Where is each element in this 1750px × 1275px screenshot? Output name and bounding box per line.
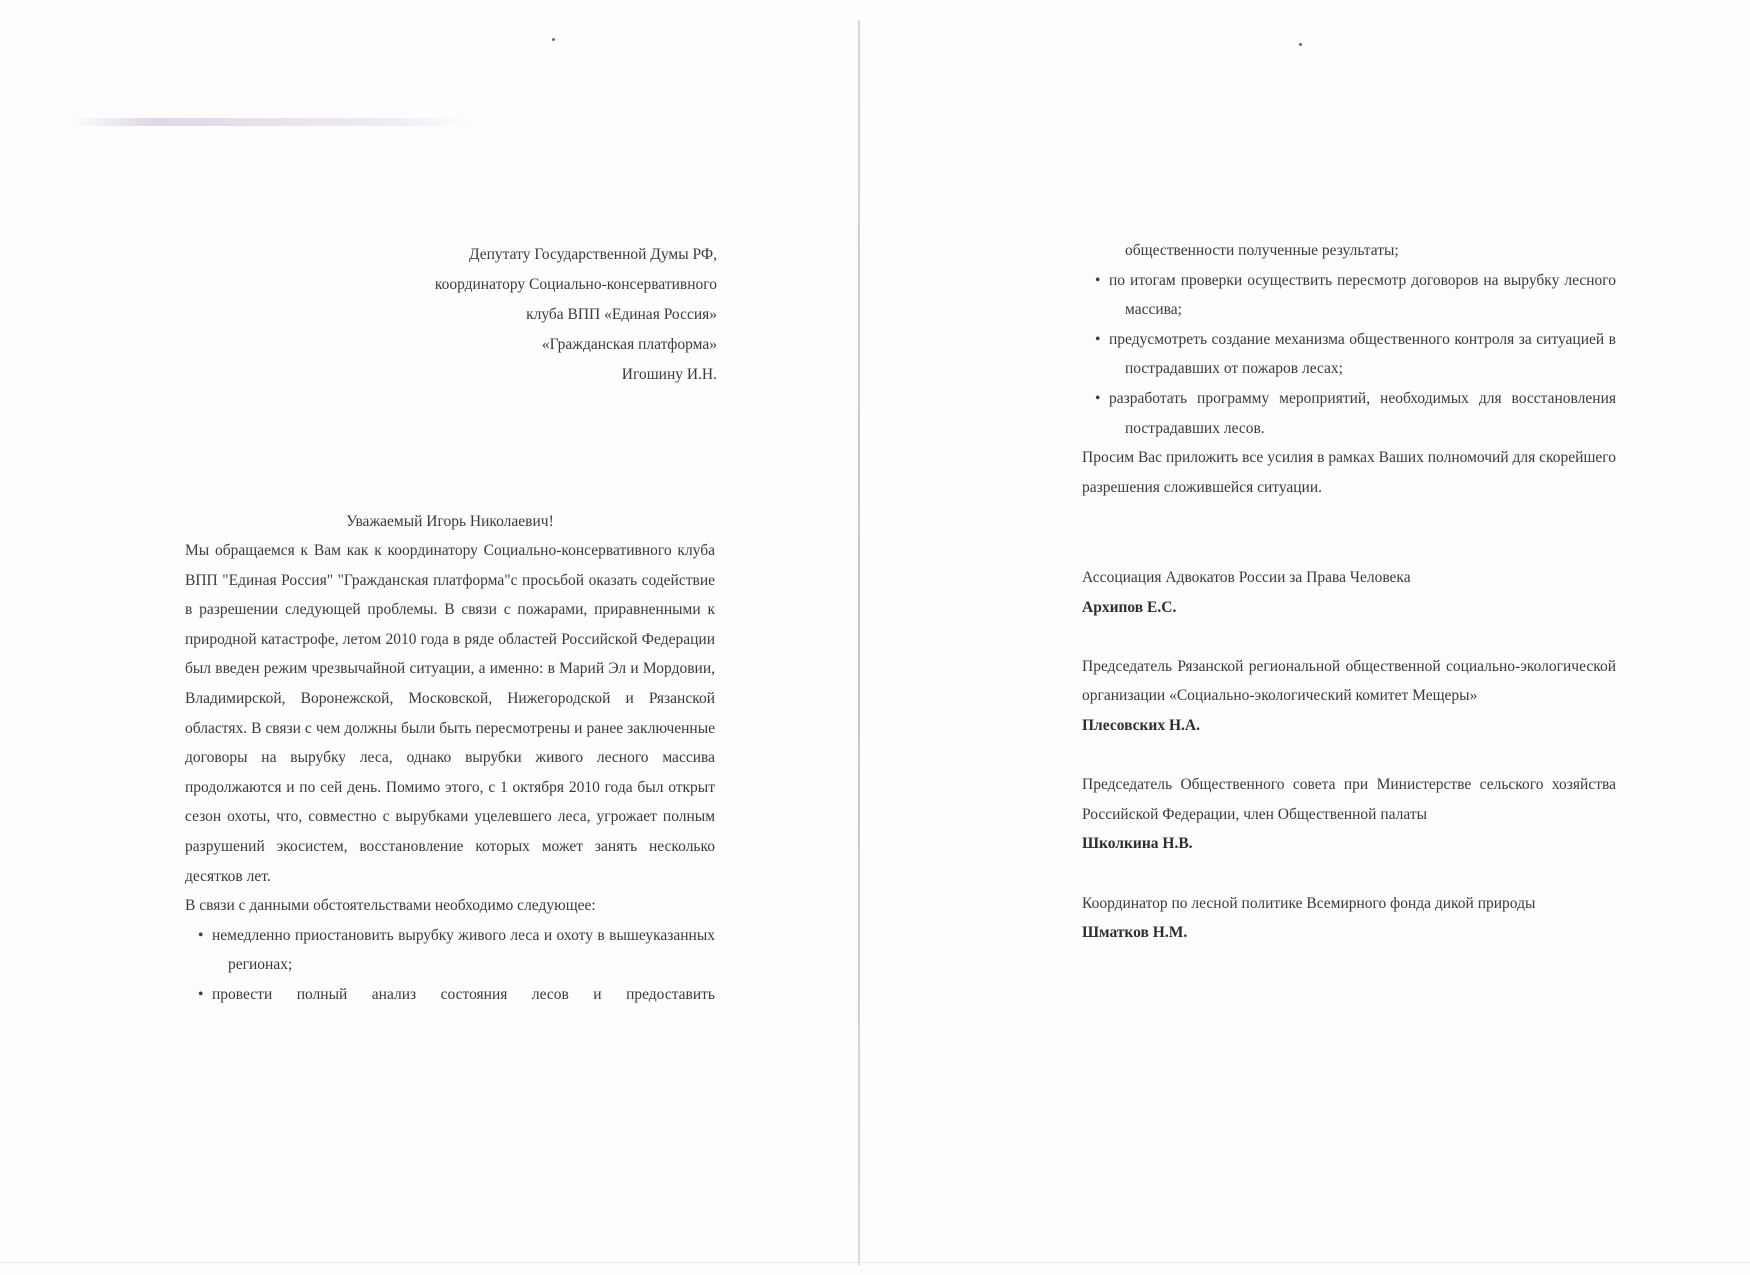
demands-list-continued: [1082, 266, 1616, 444]
body-paragraph: Мы обращаемся к Вам как к координатору Социально-консервативного клуба ВПП "Единая Россия" "Гражданская платформа"с просьбой оказать содействие в разрешении следующей проблемы. В связи с пожарами, приравненными к природной катастрофе, летом 2010 года в ряде областей Российской Федерации был введен режим чрезвычайной ситуации, а именно: в Марий Эл и Мордовии, Владимирской, Воронежской, Московской, Нижегородской и Рязанской областях. В связи с чем должны были быть пересмотрены и ранее заключенные договоры на вырубку леса, однако вырубки живого лесного массива продолжаются и по сей день. Помимо этого, с 1 октября 2010 года был открыт сезон охоты, что, совместно с вырубками уцелевшего леса, угрожает полным разрушений экосистем, восстановление которых может занять несколько десятков лет.: [185, 542, 715, 885]
list-item: [1082, 266, 1616, 325]
addressee-line: клуба ВПП «Единая Россия»: [526, 306, 717, 323]
signatory-title: Председатель Рязанской региональной общественной социально-экологической организации «Социально-экологический комитет Мещеры»: [1082, 657, 1616, 705]
letter-body-continued: [1082, 236, 1616, 502]
page-left: [0, 0, 860, 1275]
demands-list: [185, 921, 715, 1010]
signatory-title: Председатель Общественного совета при Министерстве сельского хозяйства Российской Федерации, член Общественной палаты: [1082, 776, 1616, 823]
list-item: [1082, 325, 1616, 384]
addressee-line: Депутату Государственной Думы РФ,: [469, 246, 717, 263]
signature-block: [1082, 889, 1616, 948]
signatory-name: Архипов Е.С.: [1082, 598, 1177, 616]
list-item-text: разработать программу мероприятий, необходимых для восстановления пострадавших лесов.: [1109, 389, 1616, 437]
signature-block: [1082, 563, 1616, 622]
signatory-name: Шматков Н.М.: [1082, 924, 1188, 942]
letter-body: [185, 536, 715, 1010]
addressee-block: [297, 240, 717, 390]
signatures: [1082, 563, 1616, 977]
list-item-text: немедленно приостановить вырубку живого леса и охоту в вышеуказанных регионах;: [212, 926, 715, 974]
list-item-text: провести полный анализ состояния лесов и предоставить: [212, 985, 715, 1003]
list-item: [185, 921, 715, 980]
list-item-text: предусмотреть создание механизма общественного контроля за ситуацией в пострадавших от пожаров лесах;: [1109, 330, 1616, 378]
body-paragraph: В связи с данными обстоятельствами необходимо следующее:: [185, 897, 596, 915]
signatory-name: Школкина Н.В.: [1082, 835, 1193, 853]
signatory-title: Ассоциация Адвокатов России за Права Человека: [1082, 569, 1411, 586]
list-item-text: по итогам проверки осуществить пересмотр договоров на вырубку лесного массива;: [1109, 271, 1616, 319]
addressee-name: Игошину И.Н.: [621, 366, 717, 383]
list-item: [185, 980, 715, 1010]
list-item-continuation: общественности полученные результаты;: [1125, 242, 1399, 259]
addressee-line: координатору Социально-консервативного: [434, 276, 717, 293]
signature-block: [1082, 770, 1616, 859]
list-item: [1082, 384, 1616, 443]
page-right: [862, 0, 1750, 1275]
closing-paragraph: Просим Вас приложить все усилия в рамках Ваших полномочий для скорейшего разрешения сложившейся ситуации.: [1082, 449, 1616, 496]
addressee-line: «Гражданская платформа»: [541, 336, 717, 353]
signatory-title: Координатор по лесной политике Всемирного фонда дикой природы: [1082, 894, 1536, 912]
signature-block: [1082, 652, 1616, 741]
greeting: Уважаемый Игорь Николаевич!: [346, 513, 554, 530]
signatory-name: Плесовских Н.А.: [1082, 716, 1200, 734]
